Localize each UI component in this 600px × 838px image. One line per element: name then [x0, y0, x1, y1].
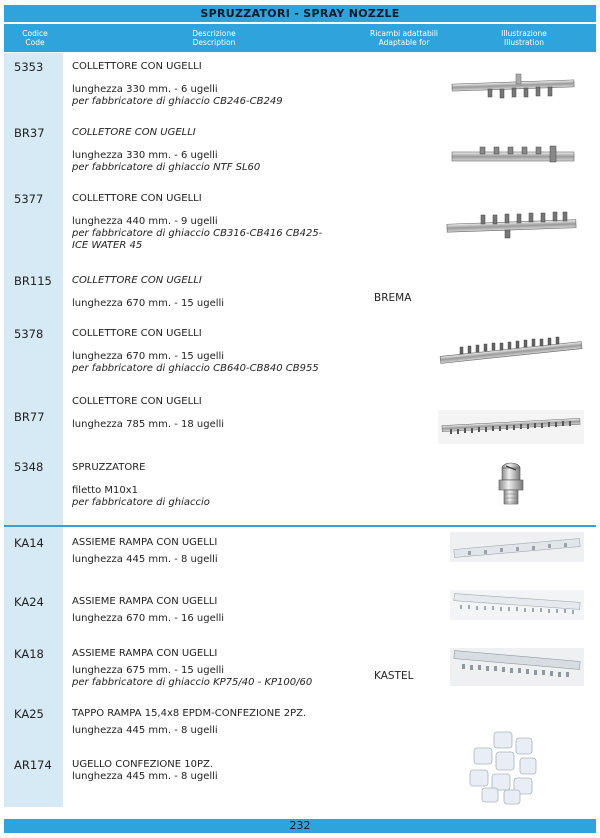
item-description	[72, 396, 372, 431]
item-compat: per fabbricatore di ghiaccio CB316-CB416 CB425-	[72, 228, 323, 239]
item-description	[72, 127, 372, 174]
brand-section-divider	[4, 525, 596, 527]
item-length: lunghezza 675 mm. - 15 ugelli	[72, 665, 225, 676]
item-title: TAPPO RAMPA 15,4x8 EPDM-CONFEZIONE 2PZ.	[72, 708, 307, 719]
item-description	[72, 462, 372, 509]
column-header-adaptable	[364, 29, 444, 47]
column-header-code	[10, 29, 60, 47]
code-column-background	[4, 53, 63, 807]
item-description	[72, 759, 372, 783]
item-length: lunghezza 330 mm. - 6 ugelli	[72, 84, 218, 95]
item-title: COLLETTORE CON UGELLI	[72, 61, 202, 72]
item-title: ASSIEME RAMPA CON UGELLI	[72, 537, 218, 548]
column-headers	[4, 24, 596, 52]
spray-bar-9-image	[445, 210, 578, 242]
item-code: KA25	[14, 707, 44, 721]
item-length: lunghezza 670 mm. - 16 ugelli	[72, 613, 225, 624]
item-compat: per fabbricatore di ghiaccio CB246-CB249	[72, 96, 283, 107]
column-header-description-en: Description	[192, 38, 236, 47]
spray-bar-6-image	[450, 72, 576, 110]
item-title: ASSIEME RAMPA CON UGELLI	[72, 596, 218, 607]
item-compat: per fabbricatore di ghiaccio NTF SL60	[72, 162, 261, 173]
item-description	[72, 708, 372, 737]
item-description	[72, 61, 372, 108]
item-description	[72, 193, 372, 252]
item-length: lunghezza 330 mm. - 6 ugelli	[72, 150, 218, 161]
column-header-adaptable-en: Adaptable for	[378, 38, 430, 47]
item-code: 5353	[14, 60, 44, 74]
nozzle-pack-image	[466, 728, 544, 806]
item-title: SPRUZZATORE	[72, 462, 146, 473]
item-code: BR77	[14, 410, 45, 424]
item-length: lunghezza 445 mm. - 8 ugelli	[72, 554, 218, 565]
page-number: 232	[4, 819, 596, 833]
spray-bar-15-image	[438, 335, 584, 371]
page-title: SPRUZZATORI - SPRAY NOZZLE	[4, 5, 596, 22]
item-code: BR37	[14, 126, 45, 140]
brand-brema: BREMA	[374, 292, 412, 304]
column-header-code-en: Code	[25, 38, 45, 47]
item-description	[72, 328, 372, 375]
item-length: lunghezza 440 mm. - 9 ugelli	[72, 216, 218, 227]
column-header-illustration-en: Illustration	[503, 38, 545, 47]
ramp-8-image	[450, 532, 584, 562]
item-compat-cont: ICE WATER 45	[72, 240, 143, 251]
item-code: 5378	[14, 327, 44, 341]
item-title: COLLETTORE CON UGELLI	[72, 193, 202, 204]
item-compat: per fabbricatore di ghiaccio	[72, 497, 210, 508]
item-compat: per fabbricatore di ghiaccio CB640-CB840 CB955	[72, 363, 319, 374]
item-description	[72, 275, 372, 310]
item-title: COLLETTORE CON UGELLI	[72, 396, 202, 407]
column-header-illustration-it: Illustrazione	[501, 29, 547, 38]
column-header-description-it: Descrizione	[192, 29, 236, 38]
item-title: COLLETTORE CON UGELLI	[72, 275, 202, 286]
item-description	[72, 537, 372, 566]
item-length: lunghezza 670 mm. - 15 ugelli	[72, 298, 225, 309]
column-header-code-it: Codice	[22, 29, 48, 38]
item-code: KA24	[14, 595, 44, 609]
item-compat: per fabbricatore di ghiaccio KP75/40 - KP100/60	[72, 677, 313, 688]
column-header-adaptable-it: Ricambi adattabili	[370, 29, 438, 38]
item-title: COLLETTORE CON UGELLI	[72, 328, 202, 339]
item-title: UGELLO CONFEZIONE 10PZ.	[72, 759, 214, 770]
spray-bar-18-image	[438, 410, 584, 444]
brand-kastel: KASTEL	[374, 670, 414, 682]
item-title: COLLETORE CON UGELLI	[72, 127, 196, 138]
column-header-description	[114, 29, 314, 47]
item-code: AR174	[14, 758, 52, 772]
item-length: lunghezza 670 mm. - 15 ugelli	[72, 351, 225, 362]
item-title: ASSIEME RAMPA CON UGELLI	[72, 648, 218, 659]
item-length: lunghezza 785 mm. - 18 ugelli	[72, 419, 225, 430]
item-code: BR115	[14, 274, 52, 288]
ramp-15-image	[450, 648, 584, 686]
nozzle-image	[497, 460, 525, 508]
item-code: KA14	[14, 536, 44, 550]
item-length: lunghezza 445 mm. - 8 ugelli	[72, 771, 218, 782]
item-length: filetto M10x1	[72, 485, 139, 496]
item-length: lunghezza 445 mm. - 8 ugelli	[72, 725, 218, 736]
ramp-16-image	[450, 590, 584, 620]
item-code: 5377	[14, 192, 44, 206]
item-code: KA18	[14, 647, 44, 661]
column-header-illustration	[484, 29, 564, 47]
item-description	[72, 596, 372, 625]
item-code: 5348	[14, 460, 44, 474]
item-description	[72, 648, 372, 689]
spray-bar-6-alt-image	[450, 142, 576, 172]
